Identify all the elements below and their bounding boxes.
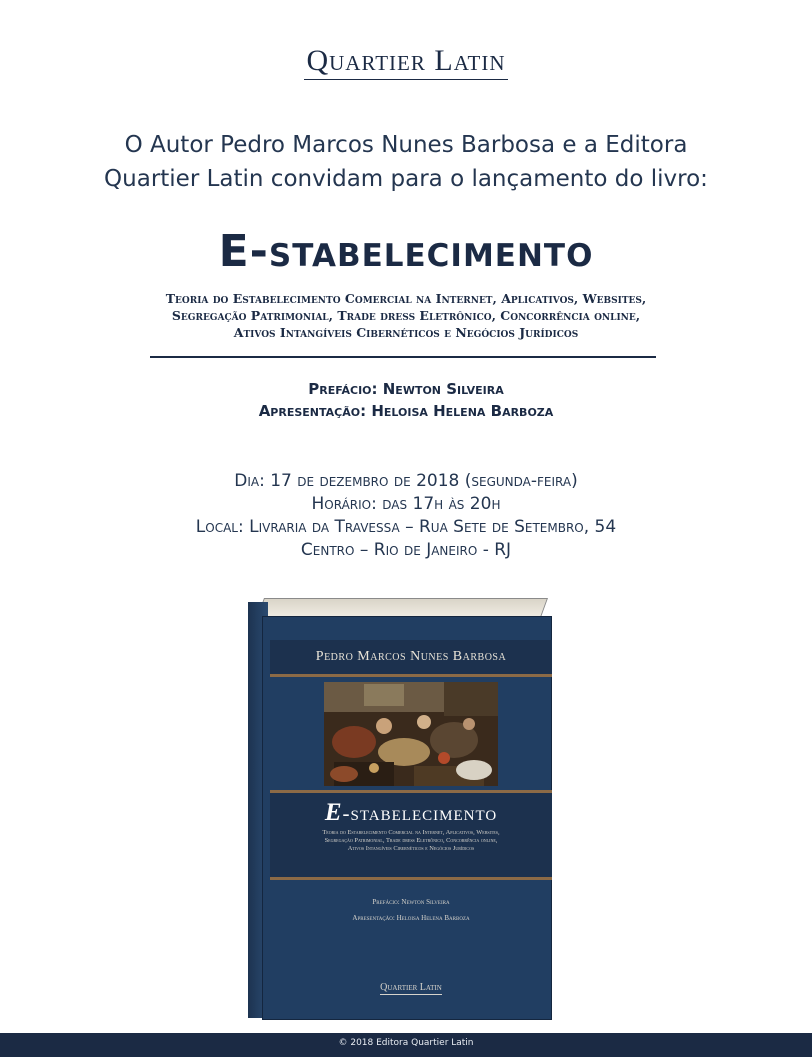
publisher-name: Quartier Latin [304,44,507,80]
cover-preface: Prefácio: Newton Silveira [372,898,450,906]
cover-subtitle-line-1: Teoria do Estabelecimento Comercial na Internet, Aplicativos, Websites, [322,829,500,836]
painting-illustration [324,682,498,786]
cover-credits [270,894,552,926]
cover-subtitle-line-2: Segregação Patrimonial, Trade dress Eletrônico, Concorrência online, [324,837,498,844]
footer-bar [0,1033,812,1057]
cover-title-rest: -stabelecimento [342,801,498,825]
cover-author: Pedro Marcos Nunes Barbosa [315,649,507,664]
book-cover-image [248,598,554,1020]
invitation-line-2: Quartier Latin convidam para o lançamento do livro: [104,166,708,192]
copyright-text: © 2018 Editora Quartier Latin [338,1038,474,1048]
cover-author-band [270,640,552,677]
cover-subtitle-line-3: Ativos Intangíveis Cibernéticos e Negócios Jurídicos [347,845,475,852]
cover-painting [324,682,498,786]
event-date: Dia: 17 de dezembro de 2018 (segunda-feira) [234,471,578,491]
event-location: Local: Livraria da Travessa – Rua Sete de Setembro, 54 [195,517,617,537]
preface-credit: Prefácio: Newton Silveira [308,380,504,398]
invitation-line-1: O Autor Pedro Marcos Nunes Barbosa e a Editora [124,132,688,158]
publisher-logo [0,44,812,78]
cover-title-initial: E [324,799,343,826]
cover-subtitle [284,829,538,853]
cover-presentation: Apresentação: Heloisa Helena Barboza [352,914,470,922]
event-area: Centro – Rio de Janeiro - RJ [300,540,512,560]
book-title: E-stabelecimento [218,226,594,277]
cover-publisher-logo [270,982,552,993]
subtitle-line-2: Segregação Patrimonial, Trade dress Eletrônico, Concorrência online, [171,308,641,323]
event-details [0,470,812,562]
cover-publisher-name: Quartier Latin [380,982,442,993]
subtitle-line-3: Ativos Intangíveis Cibernéticos e Negócios Jurídicos [233,325,579,340]
presentation-credit: Apresentação: Heloisa Helena Barboza [258,402,554,420]
cover-title [270,799,552,827]
event-time: Horário: das 17h às 20h [311,494,501,514]
subtitle-line-1: Teoria do Estabelecimento Comercial na Internet, Aplicativos, Websites, [165,291,647,306]
book-credits [0,378,812,422]
invitation-text [0,128,812,196]
cover-title-band [270,790,552,880]
book-subtitle [140,290,672,341]
book-front-cover [262,616,552,1020]
divider [150,356,656,358]
